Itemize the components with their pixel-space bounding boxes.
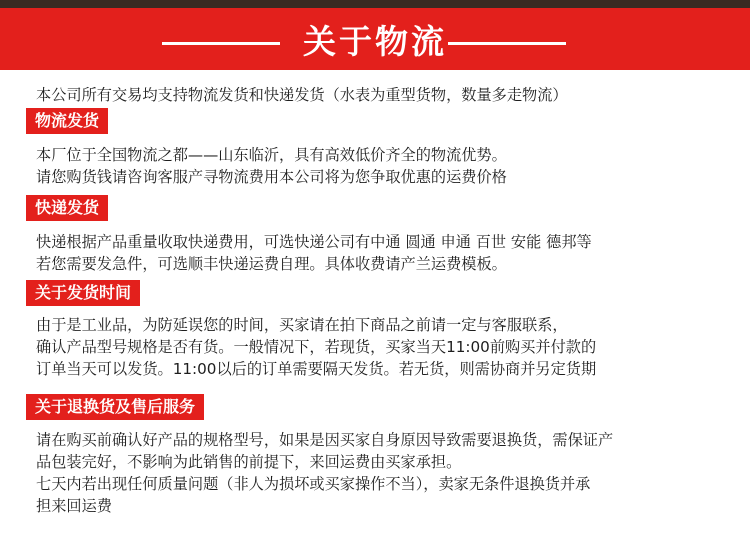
section-heading-express: 快递发货 (26, 195, 108, 221)
section-line: 品包装完好，不影响为此销售的前提下，来回运费由买家承担。 (36, 453, 462, 471)
section-body-express (36, 231, 592, 275)
section-line: 由于是工业品，为防延误您的时间，买家请在拍下商品之前请一定与客服联系， (36, 316, 568, 334)
section-line: 本厂位于全国物流之都——山东临沂，具有高效低价齐全的物流优势。 (36, 146, 507, 164)
section-line: 请您购货钱请咨询客服产寻物流费用本公司将为您争取优惠的运费价格 (36, 168, 507, 186)
section-heading-returns: 关于退换货及售后服务 (26, 394, 204, 420)
section-heading-logistics: 物流发货 (26, 108, 108, 134)
section-body-returns (36, 429, 613, 517)
section-line: 快递根据产品重量收取快递费用，可选快递公司有中通 圆通 申通 百世 安能 德邦等 (36, 233, 592, 251)
section-line: 担来回运费 (36, 497, 112, 515)
section-heading-shipping-time: 关于发货时间 (26, 280, 140, 306)
page-title: 关于物流 (303, 21, 447, 61)
section-line: 七天内若出现任何质量问题（非人为损坏或买家操作不当），卖家无条件退换货并承 (36, 475, 591, 493)
intro-text: 本公司所有交易均支持物流发货和快递发货（水表为重型货物，数量多走物流） (36, 86, 568, 104)
section-body-logistics (36, 144, 507, 188)
section-line: 请在购买前确认好产品的规格型号，如果是因买家自身原因导致需要退换货，需保证产 (36, 431, 614, 449)
section-line: 订单当天可以发货。11:00以后的订单需要隔天发货。若无货，则需协商并另定货期 (36, 360, 597, 378)
section-line: 确认产品型号规格是否有货。一般情况下，若现货，买家当天11:00前购买并付款的 (36, 338, 597, 356)
section-line: 若您需要发急件，可选顺丰快递运费自理。具体收费请产兰运费模板。 (36, 255, 507, 273)
section-body-shipping-time (36, 314, 596, 380)
top-border (0, 0, 750, 8)
